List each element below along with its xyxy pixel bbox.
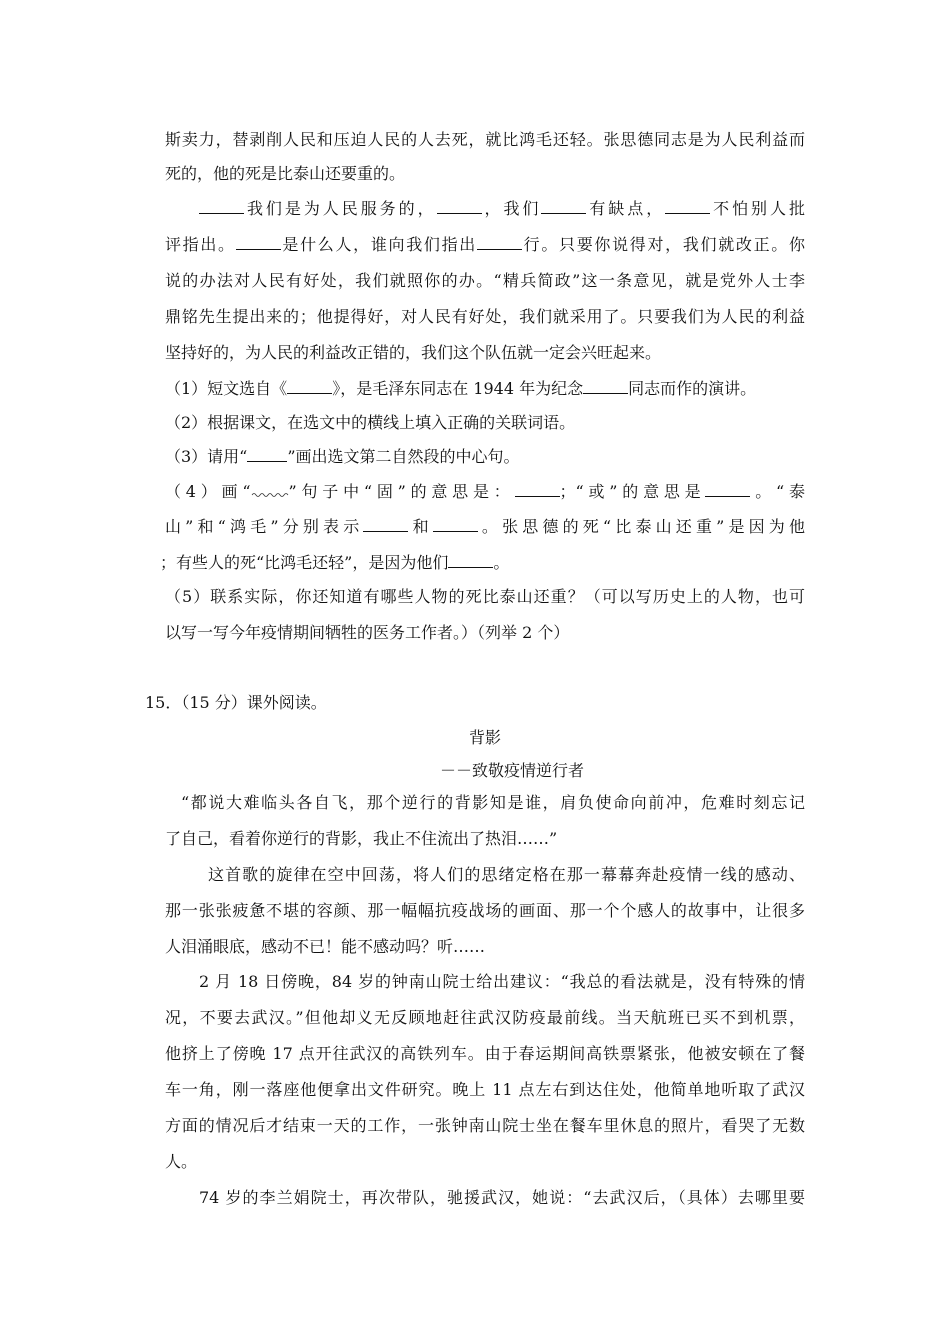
answer-blank[interactable]	[236, 234, 281, 250]
question-5-line-1: （5）联系实际，你还知道有哪些人物的死比泰山还重？（可以写历史上的人物，也可	[165, 587, 805, 606]
paragraph-3-line-3: 他挤上了傍晚 17 点开往武汉的高铁列车。由于春运期间高铁票紧张，他被安顿在了餐	[165, 1044, 805, 1063]
paragraph-3-line-5: 方面的情况后才结束一天的工作，一张钟南山院士坐在餐车里休息的照片，看哭了无数	[165, 1116, 805, 1135]
question-15-heading: 15．（15 分）课外阅读。	[145, 693, 327, 712]
question-5-line-2: 以写一写今年疫情期间牺牲的医务工作者。）（列举 2 个）	[165, 623, 570, 642]
wavy-underline-icon	[251, 487, 289, 499]
answer-blank[interactable]	[541, 198, 586, 214]
passage-line-4: 评指出。 是什么人，谁向我们指出 行。只要你说得对，我们就改正。你	[165, 235, 805, 254]
question-1: （1）短文选自《 》，是毛泽东同志在 1944 年为纪念 同志而作的演讲。	[165, 379, 757, 398]
article-subtitle: －－致敬疫情逆行者	[440, 761, 585, 780]
answer-blank[interactable]	[583, 378, 628, 394]
paragraph-2-line-1: 这首歌的旋律在空中回荡，将人们的思绪定格在那一幕幕奔赴疫情一线的感动、	[208, 865, 805, 884]
question-2: （2）根据课文，在选文中的横线上填入正确的关联词语。	[165, 413, 576, 432]
paragraph-3-line-4: 车一角，刚一落座他便拿出文件研究。晚上 11 点左右到达住处，他简单地听取了武汉	[165, 1080, 805, 1099]
answer-blank[interactable]	[665, 198, 710, 214]
paragraph-1-line-1: “都说大难临头各自飞，那个逆行的背影知是谁，肩负使命向前冲，危难时刻忘记	[181, 793, 805, 812]
paragraph-3-line-1: 2 月 18 日傍晚，84 岁的钟南山院士给出建议：“我总的看法就是，没有特殊的情	[199, 972, 805, 991]
passage-line-2: 死的，他的死是比泰山还要重的。	[165, 164, 406, 183]
paragraph-3-line-6: 人。	[165, 1152, 198, 1171]
paragraph-3-line-2: 况，不要去武汉。”但他却义无反顾地赶往武汉防疫最前线。当天航班已买不到机票，	[165, 1008, 805, 1027]
passage-line-6: 鼎铭先生提出来的；他提得好，对人民有好处，我们就采用了。只要我们为人民的利益	[165, 307, 805, 326]
question-3: （3）请用“ ”画出选文第二自然段的中心句。	[165, 447, 520, 466]
passage-line-3: 我们是为人民服务的， ，我们 有缺点， 不怕别人批	[199, 198, 805, 220]
paragraph-4-line-1: 74 岁的李兰娟院士，再次带队，驰援武汉，她说：“去武汉后，（具体）去哪里要	[199, 1188, 805, 1207]
answer-blank[interactable]	[287, 378, 332, 394]
answer-blank[interactable]	[477, 234, 522, 250]
paragraph-1-line-2: 了自己，看着你逆行的背影，我止不住流出了热泪……”	[165, 829, 558, 848]
answer-blank[interactable]	[247, 446, 287, 462]
answer-blank[interactable]	[433, 516, 478, 532]
passage-line-1: 斯卖力，替剥削人民和压迫人民的人去死，就比鸿毛还轻。张思德同志是为人民利益而	[165, 130, 805, 149]
paragraph-2-line-3: 人泪涌眼底，感动不已！能不感动吗？听……	[165, 937, 486, 956]
answer-blank[interactable]	[437, 198, 482, 214]
answer-blank[interactable]	[199, 198, 244, 214]
question-4-line-3: ；有些人的死“比鸿毛还轻”，是因为他们 。	[160, 553, 510, 572]
paragraph-2-line-2: 那一张张疲惫不堪的容颜、那一幅幅抗疫战场的画面、那一个个感人的故事中，让很多	[165, 901, 805, 920]
answer-blank[interactable]	[515, 481, 560, 497]
question-4-line-2: 山”和“鸿毛”分别表示 和 。张思德的死“比泰山还重”是因为他	[165, 517, 805, 536]
passage-line-5: 说的办法对人民有好处，我们就照你的办。“精兵简政”这一条意见，就是党外人士李	[165, 271, 805, 290]
article-title: 背影	[468, 728, 501, 747]
answer-blank[interactable]	[448, 552, 493, 568]
question-4-line-1: （4）画“ ”句子中“固”的意思是： ；“或”的意思是 。“泰	[165, 482, 805, 501]
answer-blank[interactable]	[705, 481, 750, 497]
passage-line-7: 坚持好的，为人民的利益改正错的，我们这个队伍就一定会兴旺起来。	[165, 343, 662, 362]
answer-blank[interactable]	[363, 516, 408, 532]
